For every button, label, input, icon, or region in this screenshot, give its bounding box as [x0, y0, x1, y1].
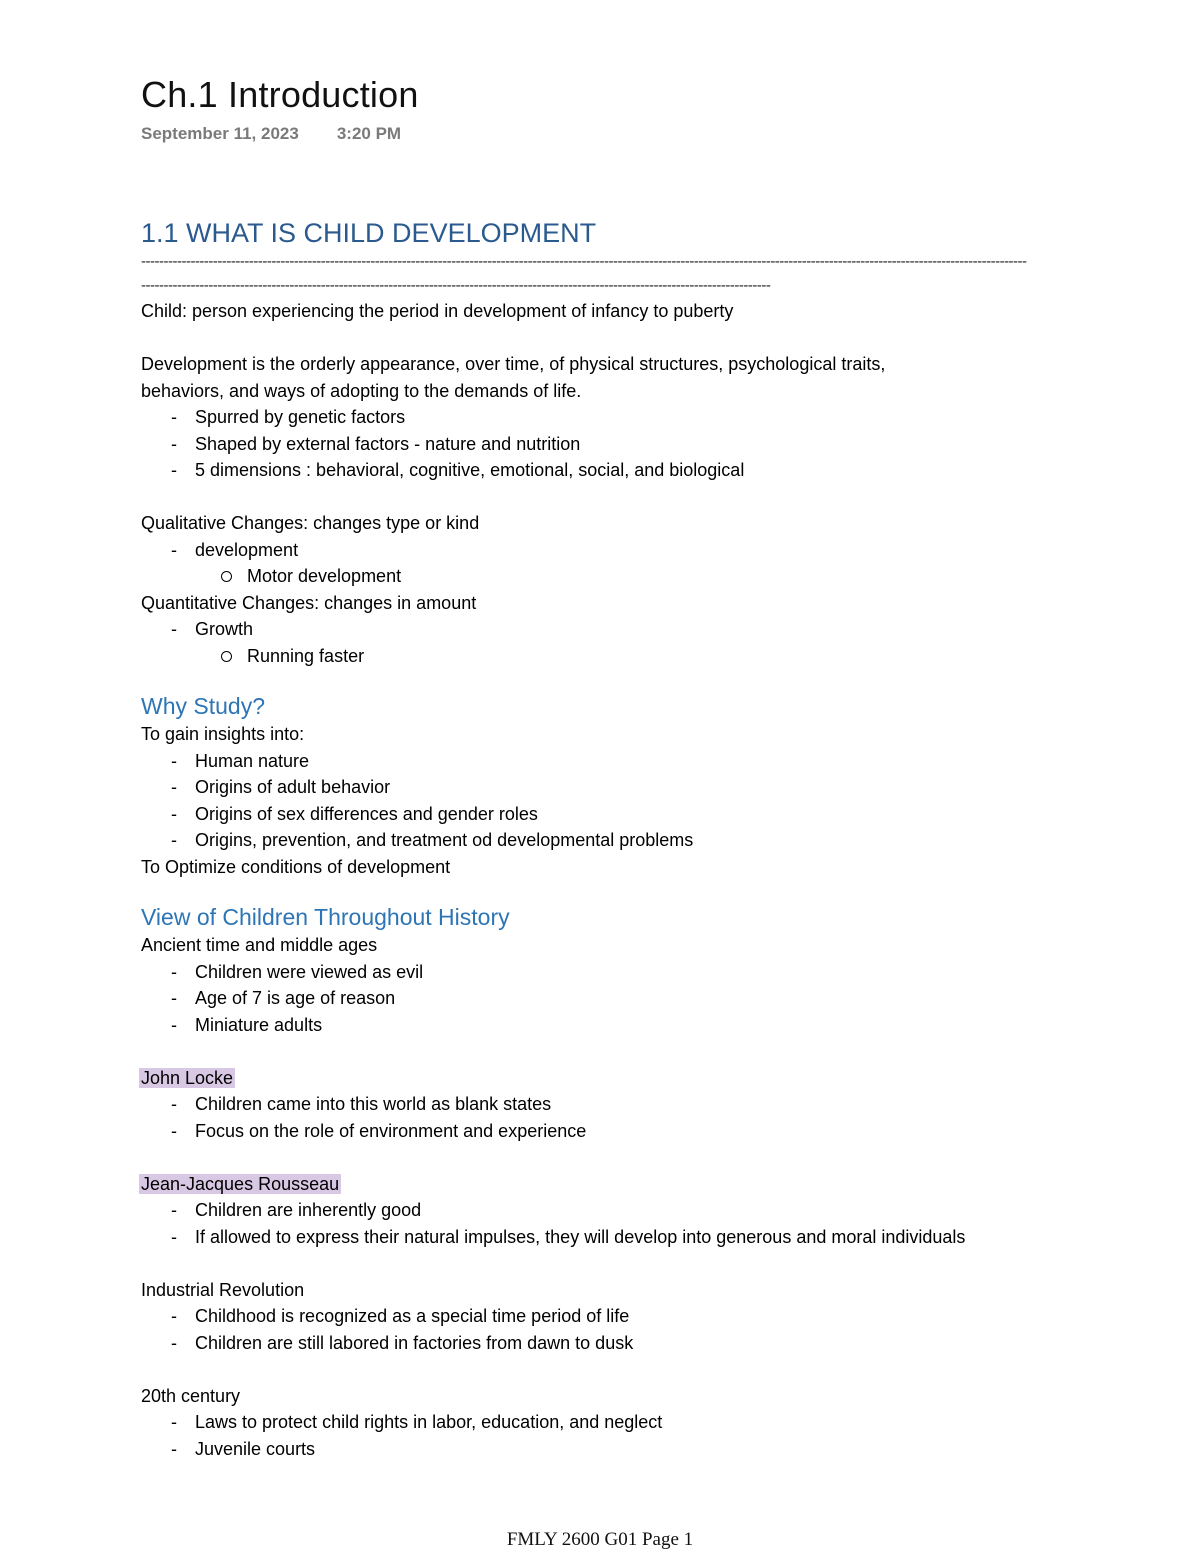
- locke-points-list: [141, 1091, 1061, 1144]
- page-footer: FMLY 2600 G01 Page 1: [506, 1529, 694, 1550]
- history-rousseau: [141, 1171, 1061, 1198]
- list-item: - Spurred by genetic factors: [141, 404, 1061, 431]
- note-meta: [141, 124, 1061, 144]
- section-heading-child-development: 1.1 WHAT IS CHILD DEVELOPMENT: [141, 218, 597, 248]
- list-item: - Human nature: [141, 748, 1061, 775]
- history-20th-century: 20th century: [141, 1385, 241, 1406]
- list-item: - If allowed to express their natural impulses, they will develop into generous and moral individuals: [141, 1224, 1061, 1251]
- history-industrial: Industrial Revolution: [141, 1279, 305, 1300]
- divider-line-2: --------------------------------------------------------------------------------------------------------------------------------------------: [141, 277, 771, 294]
- why-intro: To gain insights into:: [141, 724, 305, 744]
- history-ancient: Ancient time and middle ages: [141, 935, 378, 955]
- why-closing: To Optimize conditions of development: [141, 856, 451, 877]
- note-time: 3:20 PM: [336, 124, 402, 143]
- ancient-points-list: [141, 959, 1061, 1039]
- list-item: - Origins of adult behavior: [141, 774, 1061, 801]
- divider-line-1: -----------------------------------------------------------------------------------------------------------------------------------------------------------------------------------------------------: [141, 253, 1027, 270]
- list-item: - Growth: [141, 616, 1061, 643]
- why-points-list: [141, 748, 1061, 854]
- sub-list-item: Motor development: [141, 563, 1061, 590]
- list-item: - Childhood is recognized as a special time period of life: [141, 1303, 1061, 1330]
- quantitative-sublist: [141, 643, 1061, 670]
- page-title: Ch.1 Introduction: [141, 74, 419, 115]
- quantitative-changes: Quantitative Changes: changes in amount: [141, 592, 477, 613]
- list-item: - Origins, prevention, and treatment od developmental problems: [141, 827, 1061, 854]
- list-item: - Age of 7 is age of reason: [141, 985, 1061, 1012]
- list-item: - Origins of sex differences and gender roles: [141, 801, 1061, 828]
- section-heading-why-study: Why Study?: [141, 693, 265, 719]
- development-definition-line-1: Development is the orderly appearance, over time, of physical structures, psychological traits,: [141, 354, 886, 374]
- list-item: - Focus on the role of environment and experience: [141, 1118, 1061, 1145]
- sub-list-item: Running faster: [141, 643, 1061, 670]
- list-item: - Miniature adults: [141, 1012, 1061, 1039]
- development-definition-line-2: behaviors, and ways of adopting to the demands of life.: [141, 380, 582, 401]
- rousseau-highlight: Jean-Jacques Rousseau: [141, 1173, 340, 1194]
- industrial-points-list: [141, 1303, 1061, 1356]
- quantitative-list: [141, 616, 1061, 643]
- child-definition: Child: person experiencing the period in development of infancy to puberty: [141, 301, 734, 321]
- qualitative-changes: Qualitative Changes: changes type or kind: [141, 513, 480, 533]
- list-item: - 5 dimensions : behavioral, cognitive, emotional, social, and biological: [141, 457, 1061, 484]
- locke-highlight: John Locke: [141, 1067, 234, 1088]
- list-item: - Laws to protect child rights in labor, education, and neglect: [141, 1409, 1061, 1436]
- section-heading-history: View of Children Throughout History: [141, 904, 510, 930]
- list-item: - Juvenile courts: [141, 1436, 1061, 1463]
- qualitative-sublist: [141, 563, 1061, 590]
- c20-points-list: [141, 1409, 1061, 1462]
- list-item: - Children are still labored in factories from dawn to dusk: [141, 1330, 1061, 1357]
- note-page: [141, 72, 1061, 1462]
- list-item: - development: [141, 537, 1061, 564]
- history-locke: [141, 1065, 1061, 1092]
- list-item: - Shaped by external factors - nature and nutrition: [141, 431, 1061, 458]
- development-points-list: [141, 404, 1061, 484]
- list-item: - Children are inherently good: [141, 1197, 1061, 1224]
- note-date: September 11, 2023: [141, 124, 299, 143]
- qualitative-list: [141, 537, 1061, 564]
- list-item: - Children came into this world as blank states: [141, 1091, 1061, 1118]
- rousseau-points-list: [141, 1197, 1061, 1250]
- list-item: - Children were viewed as evil: [141, 959, 1061, 986]
